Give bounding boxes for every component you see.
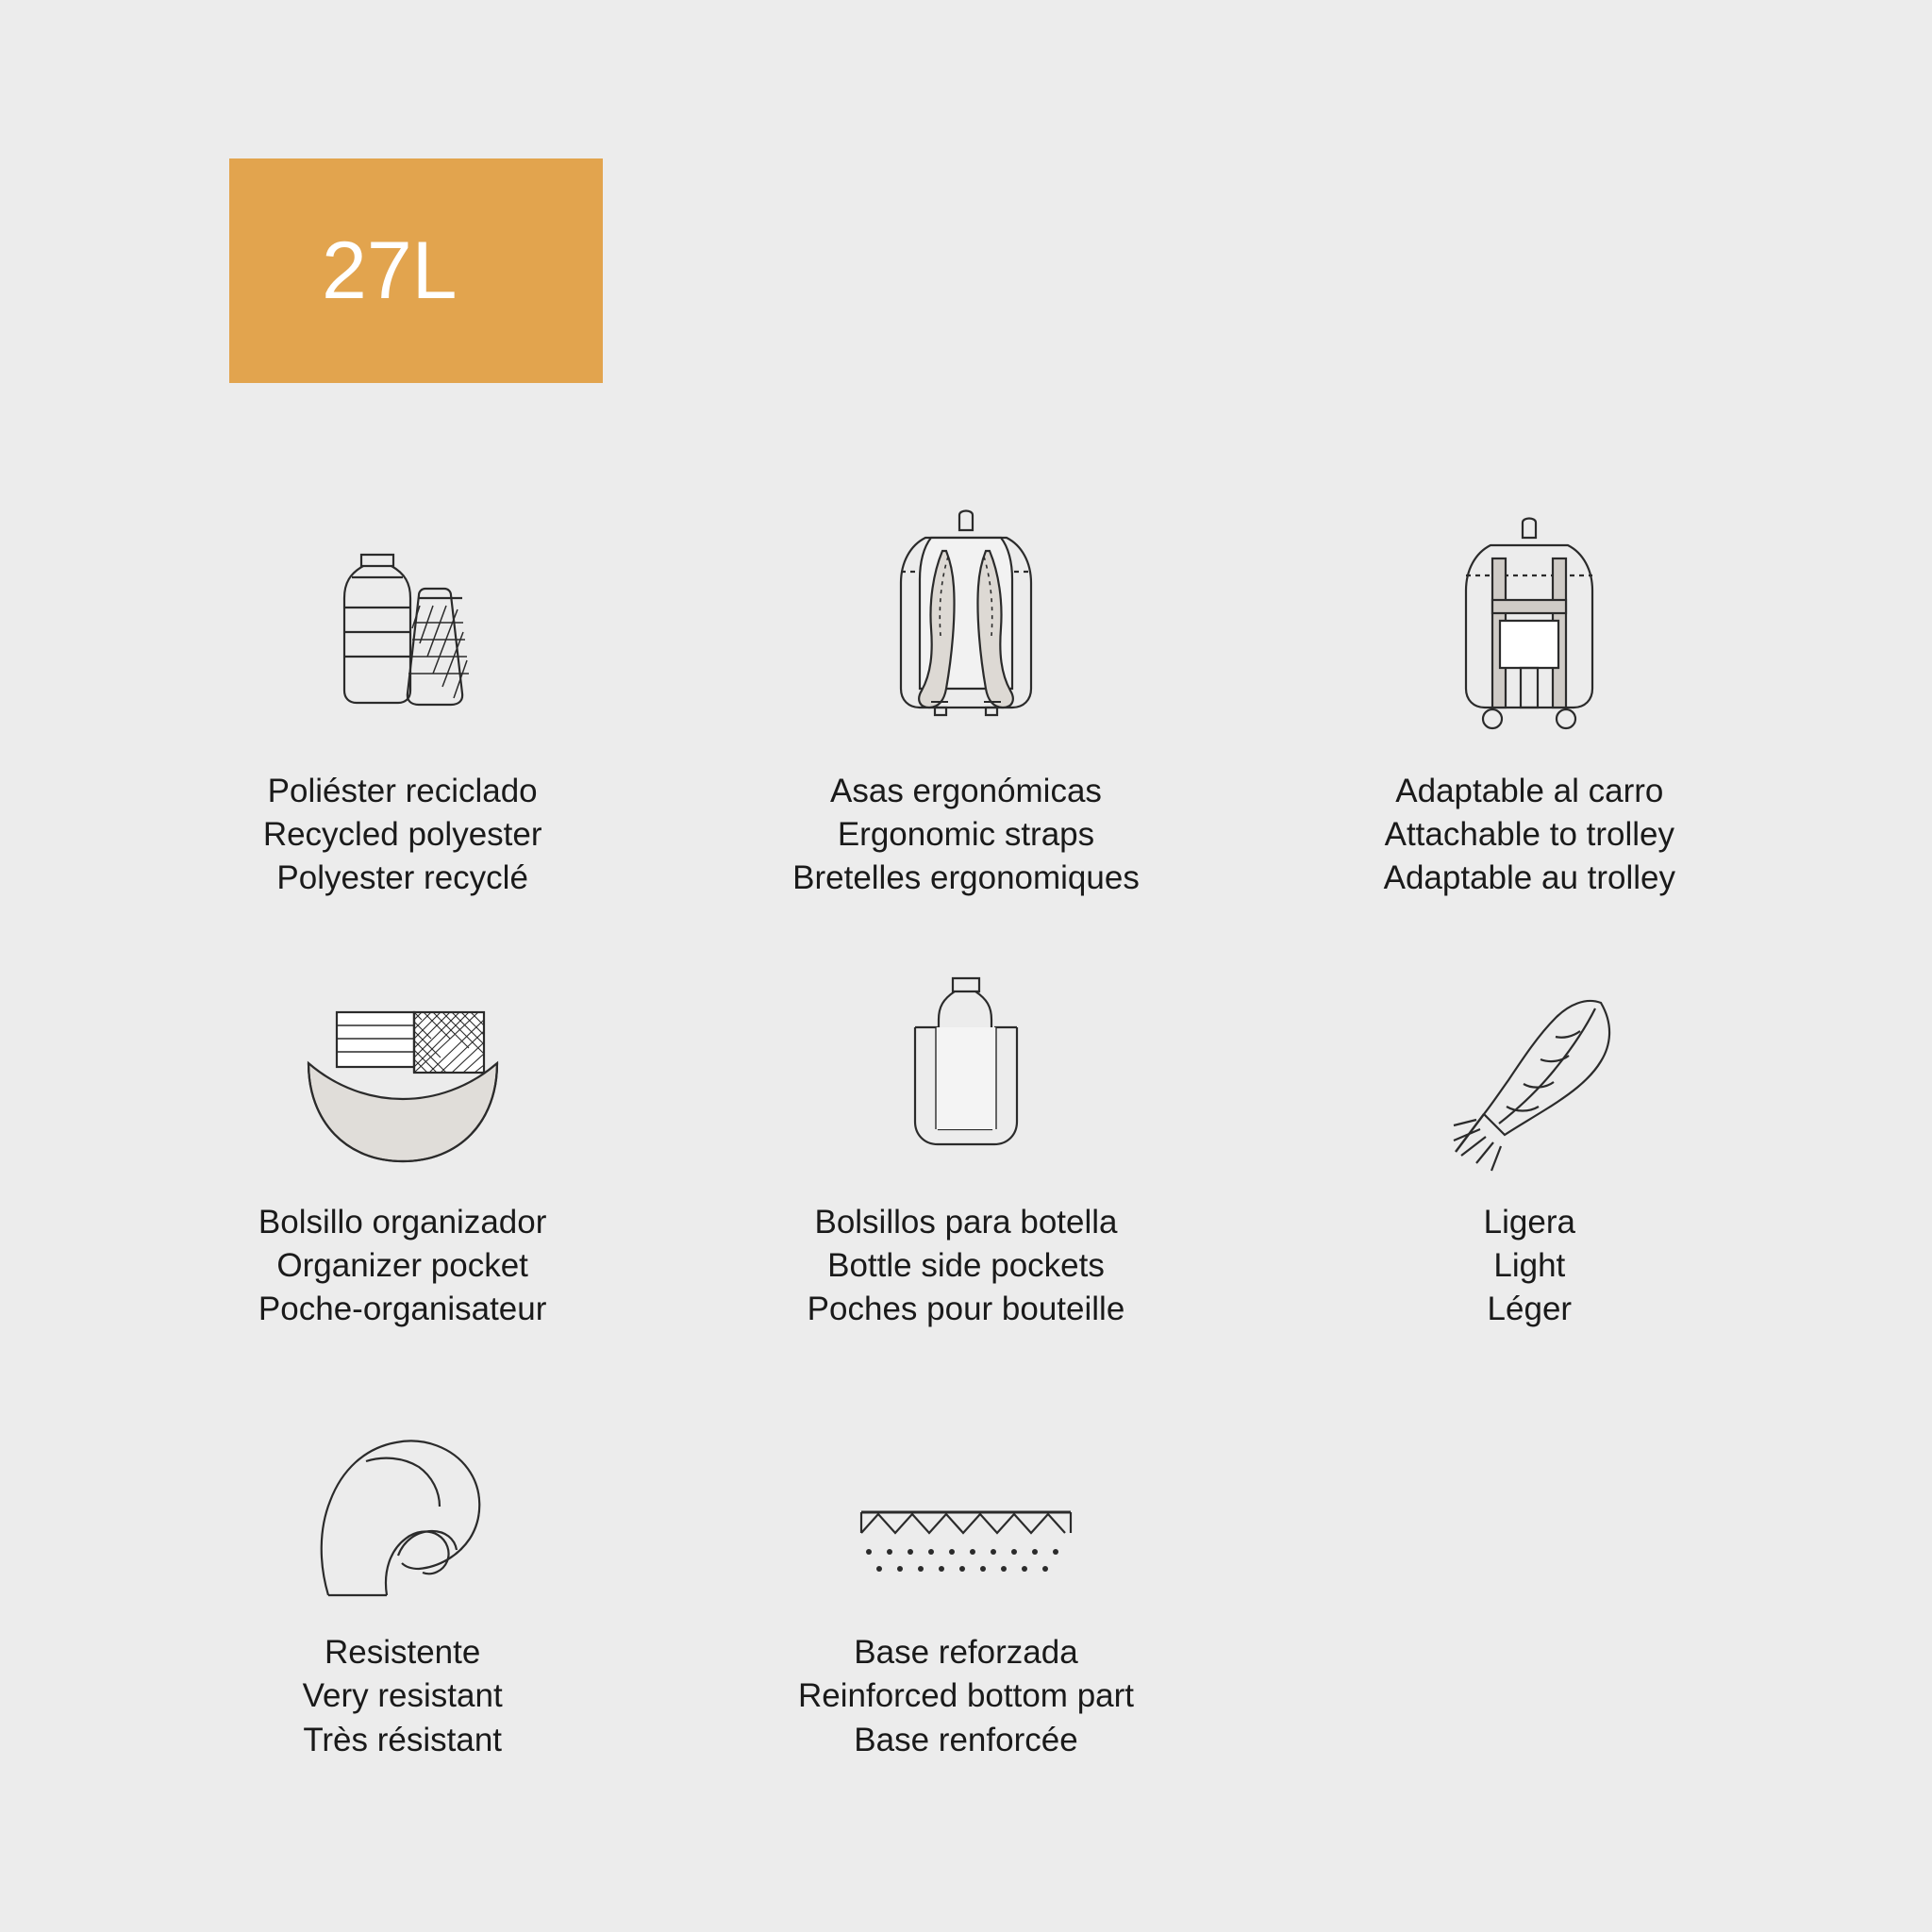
label-en: Very resistant (302, 1677, 503, 1715)
capacity-badge (229, 158, 603, 383)
label-en: Ergonomic straps (837, 816, 1095, 854)
flexed-arm-muscle-icon (304, 1390, 502, 1607)
label-fr: Base renforcée (854, 1721, 1078, 1758)
capacity-label: 27L (322, 225, 458, 316)
recycled-bottle-thread-icon (308, 509, 497, 745)
feature-item-organizer-pocket (121, 959, 684, 1332)
label-fr: Poche-organisateur (258, 1290, 547, 1327)
feature-labels (258, 1201, 546, 1332)
label-es: Ligera (1483, 1203, 1575, 1241)
label-fr: Polyester recyclé (276, 859, 528, 897)
backpack-straps-icon (876, 509, 1056, 745)
label-es: Bolsillos para botella (814, 1203, 1118, 1241)
feature-item-ergonomic-straps (684, 509, 1247, 901)
organizer-pocket-icon (290, 959, 516, 1176)
feature-labels (263, 770, 542, 901)
reinforced-bottom-icon (848, 1390, 1084, 1607)
feature-item-trolley (1248, 509, 1811, 901)
label-en: Attachable to trolley (1384, 816, 1675, 854)
feature-grid (121, 509, 1811, 1821)
feature-item-light (1248, 959, 1811, 1332)
feather-icon (1435, 959, 1624, 1176)
label-fr: Léger (1487, 1290, 1573, 1327)
label-fr: Adaptable au trolley (1383, 859, 1676, 897)
feature-labels (1384, 770, 1675, 901)
backpack-trolley-sleeve-icon (1440, 509, 1619, 745)
label-es: Bolsillo organizador (258, 1203, 547, 1241)
label-es: Asas ergonómicas (830, 773, 1102, 809)
feature-item-bottle-pockets (684, 959, 1247, 1332)
label-fr: Bretelles ergonomiques (792, 859, 1140, 897)
label-en: Organizer pocket (276, 1246, 528, 1284)
label-en: Reinforced bottom part (797, 1677, 1134, 1715)
label-es: Poliéster reciclado (267, 773, 538, 809)
feature-item-recycled-polyester (121, 509, 684, 901)
label-en: Light (1493, 1246, 1566, 1284)
label-es: Adaptable al carro (1395, 773, 1664, 809)
label-fr: Très résistant (303, 1721, 503, 1758)
feature-item-resistant (121, 1390, 684, 1762)
bottle-side-pocket-icon (881, 959, 1051, 1176)
feature-labels (792, 770, 1140, 901)
feature-labels (303, 1631, 503, 1762)
feature-item-empty (1248, 1390, 1811, 1762)
feature-labels (798, 1631, 1134, 1762)
feature-labels (1484, 1201, 1575, 1332)
feature-labels (808, 1201, 1125, 1332)
label-en: Bottle side pockets (827, 1246, 1105, 1284)
label-en: Recycled polyester (262, 816, 542, 854)
label-fr: Poches pour bouteille (807, 1290, 1125, 1327)
label-es: Resistente (324, 1634, 481, 1672)
feature-item-reinforced-bottom (684, 1390, 1247, 1762)
label-es: Base reforzada (854, 1634, 1078, 1672)
